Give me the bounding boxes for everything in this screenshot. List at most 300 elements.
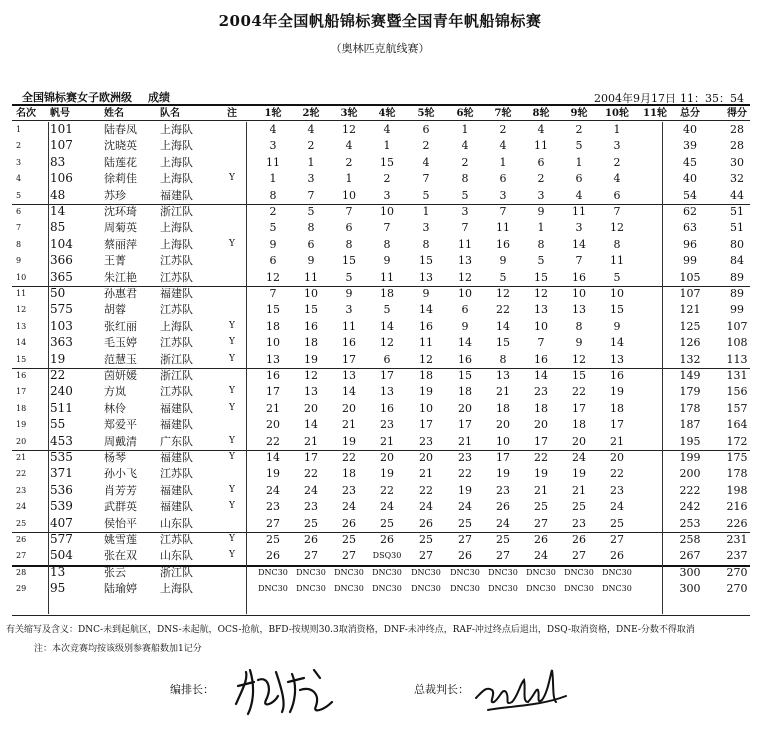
sailor-name-cell: 张红丽 (104, 319, 137, 333)
sailor-name-cell: 苏珍 (104, 188, 126, 202)
race-10-cell: 16 (610, 369, 624, 382)
header-race-4: 4轮 (378, 108, 396, 119)
race-block-rule (246, 122, 247, 614)
team-cell: 上海队 (160, 221, 193, 235)
total-cell: 178 (679, 401, 701, 415)
race-5-cell: 20 (419, 451, 433, 464)
race-8-cell: 24 (534, 549, 548, 563)
race-1-cell: 3 (269, 139, 277, 153)
race-6-cell: 12 (458, 270, 472, 284)
race-2-cell: 10 (304, 287, 318, 300)
score-cell: 226 (726, 516, 748, 530)
sail-number-cell: 83 (50, 154, 66, 169)
race-1-cell: 24 (266, 483, 280, 497)
team-cell: 广东队 (160, 434, 193, 448)
table-row (0, 450, 760, 466)
race-7-cell: 19 (496, 467, 510, 481)
race-7-cell: 23 (496, 483, 510, 497)
race-7-cell: 26 (496, 500, 510, 514)
race-4-cell: 20 (380, 451, 394, 464)
race-4-cell: 26 (380, 533, 394, 546)
race-4-cell: 3 (383, 188, 391, 202)
score-cell: 89 (730, 270, 744, 284)
race-5-cell: 15 (419, 254, 433, 268)
race-1-cell: 11 (266, 155, 280, 169)
race-2-cell: 11 (304, 270, 318, 284)
race-8-cell: 26 (534, 533, 548, 546)
race-5-cell: 11 (419, 336, 433, 350)
header-race-9: 9轮 (570, 108, 588, 119)
rank-cell: 25 (16, 518, 27, 528)
sailor-name-cell: 徐莉佳 (104, 172, 137, 186)
table-bottom-rule (12, 615, 750, 616)
table-row (0, 286, 760, 302)
race-5-cell: 9 (422, 287, 430, 300)
results-label: 成绩 (148, 91, 170, 104)
race-5-cell: 12 (419, 352, 433, 366)
total-cell: 187 (679, 418, 701, 432)
race-2-cell: 19 (304, 352, 318, 366)
race-6-cell: DNC30 (450, 584, 480, 594)
race-5-cell: DNC30 (411, 567, 441, 577)
race-6-cell: 26 (458, 549, 472, 563)
table-row (0, 434, 760, 450)
document-title: 2004年全国帆船锦标赛暨全国青年帆船锦标赛 (218, 12, 542, 30)
score-cell: 216 (726, 500, 748, 514)
race-2-cell: 5 (307, 205, 315, 218)
race-7-cell: 18 (496, 401, 510, 415)
race-6-cell: 15 (458, 369, 472, 382)
team-cell: 上海队 (160, 237, 193, 251)
race-4-cell: 25 (380, 516, 394, 530)
race-3-cell: 16 (342, 336, 356, 350)
sailor-name-cell: 陆春凤 (104, 123, 137, 136)
race-2-cell: 2 (307, 139, 315, 153)
score-cell: 30 (730, 155, 744, 169)
race-7-cell: 13 (496, 369, 510, 382)
race-9-cell: 19 (572, 467, 586, 481)
race-10-cell: 10 (610, 287, 624, 300)
table-row (0, 122, 760, 138)
race-8-cell: 8 (537, 237, 545, 251)
race-1-cell: 7 (269, 287, 277, 300)
race-10-cell: DNC30 (602, 567, 632, 577)
score-cell: 172 (726, 434, 748, 448)
race-2-cell: 23 (304, 500, 318, 514)
race-5-cell: 10 (419, 401, 433, 415)
sail-number-cell: 575 (50, 302, 73, 317)
race-6-cell: 18 (458, 385, 472, 399)
table-row (0, 253, 760, 269)
table-row (0, 401, 760, 417)
table-row (0, 319, 760, 335)
rank-cell: 7 (16, 223, 22, 233)
table-row (0, 581, 760, 597)
race-8-cell: 27 (534, 516, 548, 530)
race-8-cell: 6 (537, 155, 545, 169)
header-name: 姓名 (104, 108, 124, 119)
race-9-cell: 13 (572, 303, 586, 317)
race-3-cell: 24 (342, 500, 356, 514)
table-row (0, 499, 760, 515)
race-8-cell: 19 (534, 467, 548, 481)
race-7-cell: 7 (499, 205, 507, 218)
score-cell: 84 (730, 254, 744, 268)
header-race-2: 2轮 (302, 108, 320, 119)
total-cell: 267 (679, 549, 701, 563)
rank-cell: 2 (16, 141, 22, 151)
score-cell: 51 (730, 205, 744, 218)
race-5-cell: 19 (419, 385, 433, 399)
sail-number-cell: 106 (50, 171, 73, 186)
race-3-cell: 4 (345, 139, 353, 153)
race-4-cell: 14 (380, 319, 394, 333)
race-5-cell: 7 (422, 172, 430, 186)
sailor-name-cell: 方岚 (104, 385, 126, 399)
note-cell: Y (229, 386, 235, 397)
race-7-cell: 5 (499, 270, 507, 284)
race-3-cell: 22 (342, 451, 356, 464)
rank-cell: 9 (16, 256, 22, 266)
race-6-cell: 22 (458, 467, 472, 481)
race-6-cell: 9 (461, 319, 469, 333)
race-10-cell: 8 (613, 237, 621, 251)
race-9-cell: 16 (572, 270, 586, 284)
race-10-cell: 2 (613, 155, 621, 169)
chief-judge-label: 总裁判长： (414, 683, 469, 696)
sail-number-cell: 240 (50, 384, 73, 399)
race-4-cell: 13 (380, 385, 394, 399)
total-cell: 121 (679, 303, 701, 317)
race-8-cell: 22 (534, 451, 548, 464)
race-5-cell: 8 (422, 237, 430, 251)
sailor-name-cell: 沈环琦 (104, 205, 137, 218)
table-row (0, 171, 760, 187)
score-cell: 108 (726, 336, 748, 350)
race-2-cell: DNC30 (296, 584, 326, 594)
rank-cell: 13 (16, 321, 27, 331)
sailor-name-cell: 陆莲花 (104, 155, 137, 169)
score-cell: 157 (726, 401, 748, 415)
race-2-cell: 1 (307, 155, 315, 169)
race-10-cell: DNC30 (602, 584, 632, 594)
total-cell: 300 (679, 565, 701, 579)
race-3-cell: 6 (345, 221, 353, 235)
score-cell: 32 (730, 172, 744, 186)
race-3-cell: 10 (342, 188, 356, 202)
rank-cell: 28 (16, 567, 27, 577)
race-7-cell: 6 (499, 172, 507, 186)
race-5-cell: 25 (419, 533, 433, 546)
race-2-cell: 21 (304, 434, 318, 448)
race-4-cell: 4 (383, 123, 391, 136)
race-9-cell: 20 (572, 434, 586, 448)
race-9-cell: 7 (575, 254, 583, 268)
race-2-cell: 15 (304, 303, 318, 317)
race-5-cell: 23 (419, 434, 433, 448)
race-3-cell: DNC30 (334, 567, 364, 577)
total-rule (662, 122, 663, 614)
rank-cell: 10 (16, 272, 27, 282)
total-cell: 253 (679, 516, 701, 530)
race-8-cell: 1 (537, 221, 545, 235)
race-1-cell: 2 (269, 205, 277, 218)
race-10-cell: 21 (610, 434, 624, 448)
race-10-cell: 27 (610, 533, 624, 546)
header-bottom-rule (12, 120, 750, 121)
race-9-cell: 1 (575, 155, 583, 169)
sail-number-cell: 577 (50, 532, 73, 546)
table-row (0, 466, 760, 482)
race-7-cell: 25 (496, 533, 510, 546)
total-cell: 242 (679, 500, 701, 514)
team-cell: 上海队 (160, 139, 193, 153)
race-1-cell: 25 (266, 533, 280, 546)
sail-number-cell: 95 (50, 581, 66, 596)
race-2-cell: 26 (304, 533, 318, 546)
score-cell: 270 (726, 582, 748, 596)
rank-cell: 1 (16, 125, 22, 134)
race-10-cell: 13 (610, 352, 624, 366)
race-8-cell: 5 (537, 254, 545, 268)
race-1-cell: 21 (266, 401, 280, 415)
team-cell: 江苏队 (160, 385, 193, 399)
race-1-cell: 10 (266, 336, 280, 350)
team-cell: 江苏队 (160, 336, 193, 350)
race-2-cell: 8 (307, 221, 315, 235)
race-3-cell: 14 (342, 385, 356, 399)
event-header (22, 89, 170, 105)
race-3-cell: 2 (345, 155, 353, 169)
race-9-cell: 17 (572, 401, 586, 415)
race-8-cell: 7 (537, 336, 545, 350)
sail-number-cell: 535 (50, 450, 73, 464)
sail-number-cell: 504 (50, 548, 73, 563)
race-2-cell: 14 (304, 418, 318, 432)
header-team: 队名 (160, 108, 180, 119)
header-race-10: 10轮 (605, 108, 629, 119)
race-4-cell: 23 (380, 418, 394, 432)
table-row (0, 532, 760, 548)
race-10-cell: 3 (613, 139, 621, 153)
rank-cell: 21 (16, 453, 27, 462)
race-3-cell: 15 (342, 254, 356, 268)
race-5-cell: 14 (419, 303, 433, 317)
race-9-cell: 15 (572, 369, 586, 382)
total-cell: 40 (683, 172, 697, 186)
team-cell: 江苏队 (160, 467, 193, 481)
race-10-cell: 26 (610, 549, 624, 563)
race-1-cell: 26 (266, 549, 280, 563)
race-6-cell: 17 (458, 418, 472, 432)
abbreviation-note: 有关缩写及含义：DNC-未到起航区，DNS-未起航，OCS-抢航，BFD-按规则30.3取消资格，DNF-未冲终点，RAF-冲过终点后退出，DSQ-取消资格，DNE-分数不得取消 (6, 625, 695, 635)
race-2-cell: 12 (304, 369, 318, 382)
sail-number-cell: 14 (50, 204, 66, 218)
table-row (0, 417, 760, 433)
race-1-cell: 9 (269, 237, 277, 251)
race-6-cell: 20 (458, 401, 472, 415)
rank-cell: 20 (16, 436, 27, 446)
total-cell: 222 (679, 483, 701, 497)
sail-number-cell: 407 (50, 515, 73, 530)
race-4-cell: 11 (380, 270, 394, 284)
race-8-cell: 23 (534, 385, 548, 399)
score-cell: 44 (730, 188, 744, 202)
race-9-cell: DNC30 (564, 567, 594, 577)
team-cell: 福建队 (160, 418, 193, 432)
header-race-1: 1轮 (264, 108, 282, 119)
race-5-cell: 4 (422, 155, 430, 169)
report-date: 2004年9月17日 (594, 92, 676, 105)
race-7-cell: 20 (496, 418, 510, 432)
sail-number-cell: 101 (50, 122, 73, 136)
rank-cell: 29 (16, 584, 27, 594)
race-6-cell: 8 (461, 172, 469, 186)
team-cell: 福建队 (160, 188, 193, 202)
header-race-5: 5轮 (417, 108, 435, 119)
sailor-name-cell: 杨琴 (104, 451, 126, 464)
note-cell: Y (229, 337, 235, 348)
race-10-cell: 11 (610, 254, 624, 268)
race-9-cell: 21 (572, 483, 586, 497)
race-10-cell: 25 (610, 516, 624, 530)
race-4-cell: 6 (383, 352, 391, 366)
table-row (0, 220, 760, 236)
race-3-cell: 12 (342, 123, 356, 136)
race-4-cell: 2 (383, 172, 391, 186)
document-subtitle: （奥林匹克航线赛） (330, 42, 430, 55)
table-row (0, 155, 760, 171)
race-2-cell: 22 (304, 467, 318, 481)
header-rank: 名次 (16, 108, 36, 119)
sail-number-cell: 536 (50, 482, 73, 497)
race-3-cell: 25 (342, 533, 356, 546)
total-cell: 62 (683, 205, 697, 218)
sailor-name-cell: 周菊英 (104, 221, 137, 235)
sail-number-cell: 48 (50, 187, 66, 202)
race-8-cell: 21 (534, 483, 548, 497)
team-cell: 江苏队 (160, 533, 193, 546)
table-row (0, 302, 760, 318)
race-4-cell: 10 (380, 205, 394, 218)
race-1-cell: 8 (269, 188, 277, 202)
note-cell: Y (229, 484, 235, 495)
sailor-name-cell: 张云 (104, 565, 126, 579)
sailor-name-cell: 范慧玉 (104, 352, 137, 366)
rank-cell: 12 (16, 305, 27, 315)
race-3-cell: 11 (342, 319, 356, 333)
sailor-name-cell: 周戴清 (104, 434, 137, 448)
race-5-cell: 5 (422, 188, 430, 202)
race-5-cell: 1 (422, 205, 430, 218)
note-cell: Y (229, 173, 235, 184)
race-7-cell: 10 (496, 434, 510, 448)
race-7-cell: 17 (496, 451, 510, 464)
race-6-cell: 11 (458, 237, 472, 251)
race-8-cell: 9 (537, 205, 545, 218)
race-7-cell: 22 (496, 303, 510, 317)
race-10-cell: 19 (610, 385, 624, 399)
sail-number-cell: 371 (50, 466, 73, 481)
race-3-cell: 18 (342, 467, 356, 481)
race-3-cell: 8 (345, 237, 353, 251)
race-4-cell: 21 (380, 434, 394, 448)
race-9-cell: 22 (572, 385, 586, 399)
note-cell: Y (229, 550, 235, 561)
race-3-cell: 5 (345, 270, 353, 284)
race-1-cell: 14 (266, 451, 280, 464)
note-cell: Y (229, 353, 235, 364)
note-cell: Y (229, 238, 235, 249)
race-3-cell: 1 (345, 172, 353, 186)
team-cell: 浙江队 (160, 369, 193, 382)
note-cell: Y (229, 320, 235, 331)
sail-number-cell: 85 (50, 220, 66, 235)
race-10-cell: 6 (613, 188, 621, 202)
race-2-cell: 27 (304, 549, 318, 563)
race-8-cell: 12 (534, 287, 548, 300)
race-8-cell: 18 (534, 401, 548, 415)
race-6-cell: 23 (458, 451, 472, 464)
race-7-cell: 21 (496, 385, 510, 399)
race-9-cell: 9 (575, 336, 583, 350)
race-8-cell: 17 (534, 434, 548, 448)
race-5-cell: 3 (422, 221, 430, 235)
total-cell: 258 (679, 533, 701, 546)
table-row (0, 516, 760, 532)
race-9-cell: 25 (572, 500, 586, 514)
race-4-cell: DSQ30 (372, 551, 402, 561)
race-3-cell: 17 (342, 352, 356, 366)
race-4-cell: 9 (383, 254, 391, 268)
sail-number-cell: 539 (50, 499, 73, 514)
score-cell: 198 (726, 483, 748, 497)
header-note: 注 (227, 108, 237, 119)
rank-cell: 17 (16, 387, 27, 397)
total-cell: 39 (683, 139, 697, 153)
race-7-cell: 14 (496, 319, 510, 333)
race-4-cell: DNC30 (372, 584, 402, 594)
team-cell: 江苏队 (160, 254, 193, 268)
note-cell: Y (229, 534, 235, 544)
race-7-cell: DNC30 (488, 567, 518, 577)
score-cell: 28 (730, 123, 744, 136)
race-6-cell: 3 (461, 205, 469, 218)
team-cell: 福建队 (160, 483, 193, 497)
total-cell: 125 (679, 319, 701, 333)
race-8-cell: 15 (534, 270, 548, 284)
race-5-cell: 27 (419, 549, 433, 563)
race-6-cell: 24 (458, 500, 472, 514)
race-6-cell: 19 (458, 483, 472, 497)
sail-number-cell: 55 (50, 417, 66, 432)
race-1-cell: DNC30 (258, 584, 288, 594)
race-7-cell: 16 (496, 237, 510, 251)
rank-cell: 5 (16, 190, 22, 200)
score-cell: 178 (726, 467, 748, 481)
chief-scorer-signature (228, 660, 338, 720)
rank-cell: 23 (16, 485, 27, 495)
race-8-cell: DNC30 (526, 567, 556, 577)
race-3-cell: DNC30 (334, 584, 364, 594)
race-9-cell: 4 (575, 188, 583, 202)
sailor-name-cell: 张在双 (104, 549, 137, 563)
race-8-cell: 10 (534, 319, 548, 333)
race-10-cell: 14 (610, 336, 624, 350)
table-row (0, 384, 760, 400)
race-10-cell: 22 (610, 467, 624, 481)
race-7-cell: 12 (496, 287, 510, 300)
